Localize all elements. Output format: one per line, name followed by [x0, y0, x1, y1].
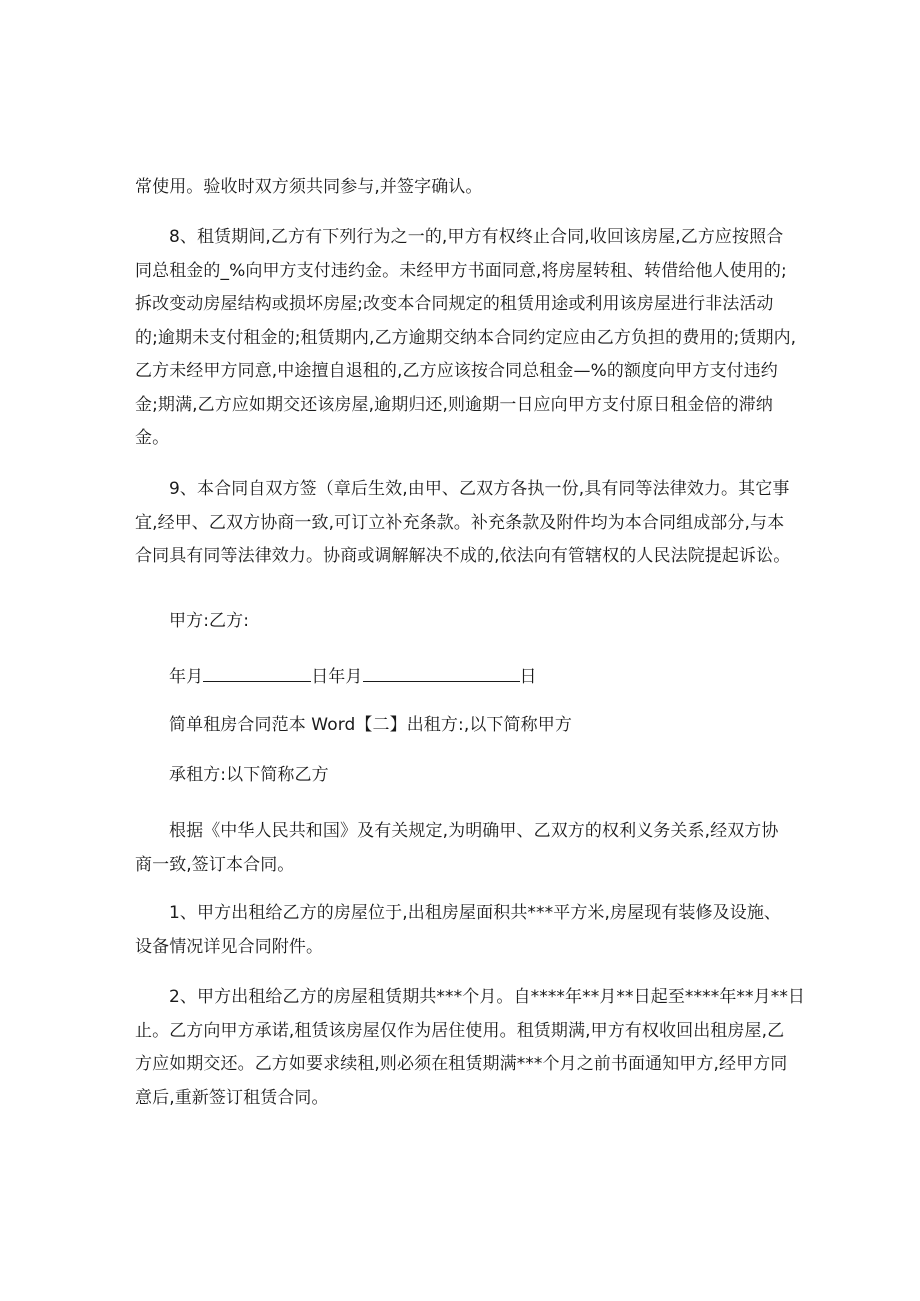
text-line: 甲方:乙方: — [169, 611, 250, 631]
text-line: 拆改变动房屋结构或损坏房屋;改变本合同规定的租赁用途或利用该房屋进行非法活动 — [135, 294, 774, 314]
date-label-3: 日 — [519, 667, 537, 687]
text-line: 2、甲方出租给乙方的房屋租赁期共***个月。自****年**月**日起至****年**月**日 — [169, 987, 806, 1007]
text-line: 同总租金的_%向甲方支付违约金。未经甲方书面同意,将房屋转租、转借给他人使用的; — [135, 260, 787, 281]
text-line: 根据《中华人民共和国》及有关规定,为明确甲、乙双方的权利义务关系,经双方协 — [169, 821, 779, 841]
text-line: 止。乙方向甲方承诺,租赁该房屋仅作为居住使用。租赁期满,甲方有权收回出租房屋,乙 — [135, 1020, 785, 1041]
contract-title-2 — [169, 709, 819, 743]
clause-1 — [135, 897, 785, 964]
text-line: 商一致,签订本合同。 — [135, 854, 295, 875]
text-line: 简单租房合同范本 Word【二】出租方:,以下简称甲方 — [169, 715, 572, 735]
text-line: 意后,重新签订租赁合同。 — [135, 1087, 329, 1108]
basis-paragraph — [135, 815, 785, 882]
lessee-line — [169, 759, 819, 793]
text-line: 乙方未经甲方同意,中途擅自退租的,乙方应该按合同总租金—%的额度向甲方支付违约 — [135, 361, 778, 381]
text-line: 合同具有同等法律效力。协商或调解解决不成的,依法向有管辖权的人民法院提起诉讼。 — [135, 546, 791, 566]
date-blank-1 — [203, 662, 311, 682]
text-line: 承租方:以下简称乙方 — [169, 765, 329, 785]
clause-2 — [135, 981, 806, 1115]
paragraph-intro — [135, 171, 785, 205]
text-line: 金。 — [135, 428, 170, 448]
date-blank-2 — [363, 662, 520, 682]
date-label-2: 日年月 — [311, 667, 363, 687]
signature-date-line — [169, 661, 819, 695]
text-line: 常使用。验收时双方须共同参与,并签字确认。 — [135, 177, 483, 197]
text-line: 的;逾期未支付租金的;租赁期内,乙方逾期交纳本合同约定应由乙方负担的费用的;赁期内, — [135, 327, 797, 348]
date-label-1: 年月 — [169, 667, 204, 687]
clause-9 — [135, 473, 791, 574]
clause-8 — [135, 221, 797, 456]
signature-parties — [169, 605, 819, 639]
text-line: 设备情况详见合同附件。 — [135, 936, 324, 957]
date-line — [169, 661, 819, 695]
text-line: 宜,经甲、乙双方协商一致,可订立补充条款。补充条款及附件均为本合同组成部分,与本 — [135, 512, 785, 533]
text-line: 方应如期交还。乙方如要求续租,则必须在租赁期满***个月之前书面通知甲方,经甲方同 — [135, 1054, 788, 1074]
text-line: 9、本合同自双方签（章后生效,由甲、乙双方各执一份,具有同等法律效力。其它事 — [169, 479, 790, 499]
text-line: 8、租赁期间,乙方有下列行为之一的,甲方有权终止合同,收回该房屋,乙方应按照合 — [169, 227, 784, 247]
text-line: 1、甲方出租给乙方的房屋位于,出租房屋面积共***平方米,房屋现有装修及设施、 — [169, 903, 782, 923]
text-line: 金;期满,乙方应如期交还该房屋,逾期归还,则逾期一日应向甲方支付原日租金倍的滞纳 — [135, 394, 773, 415]
